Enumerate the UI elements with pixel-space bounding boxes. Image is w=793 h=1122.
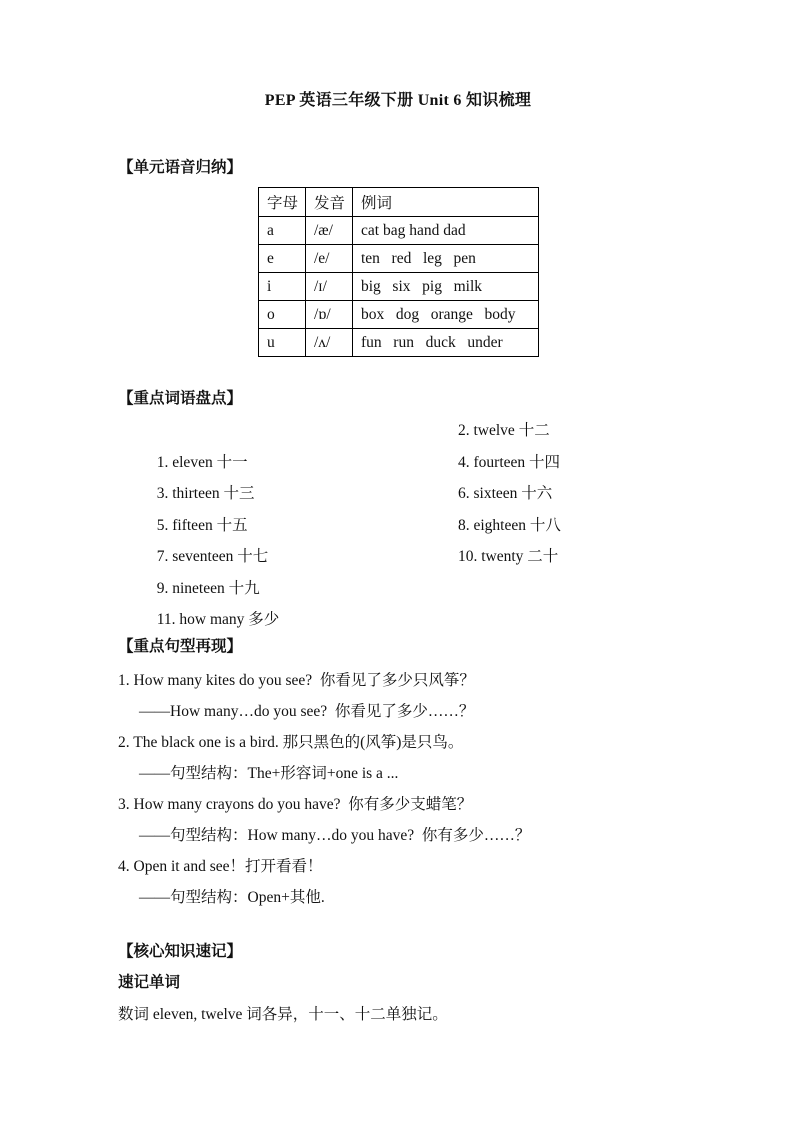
sentence-line: ——句型结构：Open+其他.	[139, 889, 325, 906]
phonics-table-row	[259, 245, 539, 273]
sentence-list	[118, 665, 678, 913]
core-knowledge-section	[118, 941, 678, 1025]
word-item-left: 1. eleven 十一	[156, 453, 248, 471]
word-item-left: 3. thirteen 十三	[156, 485, 255, 502]
phonics-table-row	[259, 273, 539, 301]
sentence-line: ——How many…do you see? 你看见了多少……？	[139, 703, 475, 720]
word-item-left: 5. fifteen 十五	[156, 516, 248, 534]
sentence-line: ——句型结构：The+形容词+one is a ...	[139, 765, 399, 782]
sound-cell: /ʌ/	[306, 329, 353, 357]
word-item-right: 4. fourteen 十四	[458, 453, 561, 471]
column-header-letter: 字母	[259, 188, 306, 217]
sentence-patterns-section	[118, 636, 678, 913]
examples-cell: big six pig milk	[353, 273, 539, 301]
letter-cell: a	[259, 217, 306, 245]
key-words-section	[118, 388, 678, 628]
phonics-heading: 【单元语音归纳】	[118, 159, 243, 176]
key-words-heading: 【重点词语盘点】	[118, 390, 243, 407]
letter-cell: i	[259, 273, 306, 301]
sound-cell: /e/	[306, 245, 353, 273]
column-header-sound: 发音	[306, 188, 353, 217]
word-item-right: 10. twenty 二十	[458, 548, 559, 565]
word-item-left: 7. seventeen 十七	[156, 548, 269, 565]
sentence-line: 4. Open it and see！打开看看！	[118, 858, 323, 875]
word-item-right: 8. eighteen 十八	[458, 516, 561, 534]
phonics-section	[118, 157, 678, 357]
sentence-line: 2. The black one is a bird. 那只黑色的(风筝)是只鸟。	[118, 734, 464, 751]
mnemonic-line: 数词 eleven, twelve 词各异，十一、十二单独记。	[118, 1006, 448, 1023]
examples-cell: cat bag hand dad	[353, 217, 539, 245]
word-item-left: 11. how many 多少	[156, 611, 280, 628]
sound-cell: /ɪ/	[306, 273, 353, 301]
sound-cell: /æ/	[306, 217, 353, 245]
word-item-left: 9. nineteen 十九	[156, 579, 260, 597]
core-knowledge-heading: 【核心知识速记】	[118, 943, 243, 960]
phonics-table-row	[259, 329, 539, 357]
word-item-right: 6. sixteen 十六	[458, 485, 553, 502]
mnemonic-words-subheading: 速记单词	[118, 974, 181, 991]
sound-cell: /ɒ/	[306, 301, 353, 329]
examples-cell: fun run duck under	[353, 329, 539, 357]
letter-cell: o	[259, 301, 306, 329]
sentence-line: 3. How many crayons do you have? 你有多少支蜡笔？	[118, 796, 473, 813]
sentence-patterns-heading: 【重点句型再现】	[118, 638, 243, 655]
examples-cell: ten red leg pen	[353, 245, 539, 273]
sentence-line: ——句型结构：How many…do you have? 你有多少……？	[139, 827, 531, 844]
sentence-line: 1. How many kites do you see? 你看见了多少只风筝？	[118, 672, 475, 689]
phonics-table	[258, 187, 539, 357]
word-row	[118, 541, 678, 597]
word-item-right: 2. twelve 十二	[458, 422, 550, 439]
page-title: PEP 英语三年级下册 Unit 6 知识梳理	[264, 92, 532, 109]
letter-cell: u	[259, 329, 306, 357]
word-row	[118, 573, 678, 628]
phonics-table-row	[259, 301, 539, 329]
column-header-examples: 例词	[353, 188, 539, 217]
letter-cell: e	[259, 245, 306, 273]
word-list	[118, 415, 678, 628]
phonics-table-row	[259, 217, 539, 245]
phonics-header-row	[259, 188, 539, 217]
examples-cell: box dog orange body	[353, 301, 539, 329]
